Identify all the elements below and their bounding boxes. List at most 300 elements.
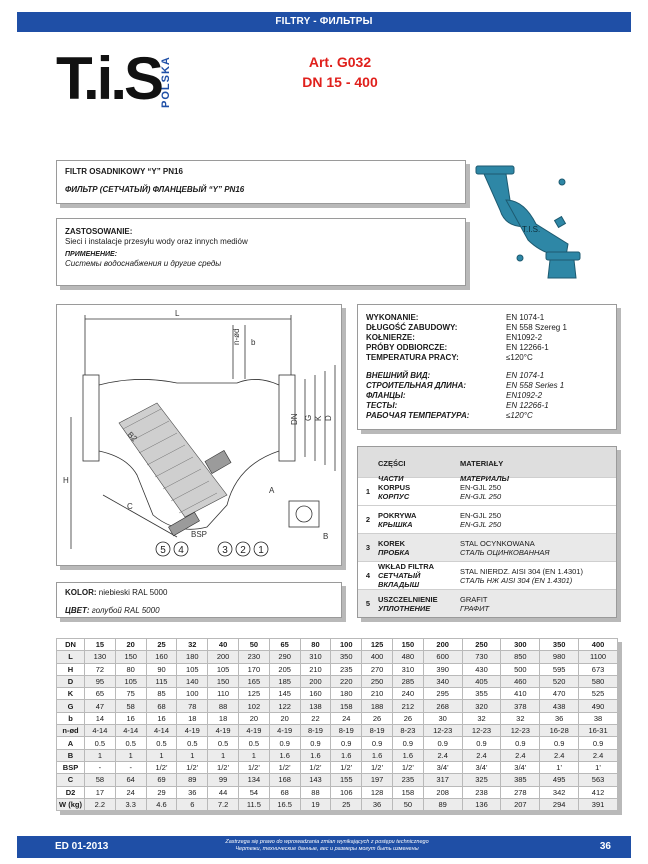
part-material-pl: GRAFIT	[460, 594, 488, 604]
dims-cell: 207	[501, 798, 540, 810]
product-title-ru: ФИЛЬТР (СЕТЧАТЫЙ) ФЛАНЦЕВЫЙ “Y” PN16	[65, 185, 245, 194]
parts-table	[357, 446, 617, 618]
dims-row	[57, 798, 618, 810]
part-name-pl: POKRYWA	[378, 510, 417, 520]
dims-cell: 12-23	[501, 725, 540, 737]
dims-cell: 145	[269, 688, 300, 700]
dims-cell: 1/2’	[269, 761, 300, 773]
part-number: 5	[365, 599, 371, 608]
dims-cell: 0.5	[208, 737, 239, 749]
part-material-ru: EN-GJL 250	[460, 491, 502, 501]
dims-cell: 500	[501, 663, 540, 675]
dims-cell: 65	[85, 688, 116, 700]
dims-cell: 300	[501, 639, 540, 651]
valve-photo	[470, 160, 590, 282]
dims-cell: 438	[540, 700, 579, 712]
dims-cell: 32	[501, 712, 540, 724]
dims-cell: 105	[177, 663, 208, 675]
dims-row-label: W (kg)	[57, 798, 85, 810]
dim-label-G: G	[304, 414, 313, 421]
dims-cell: 89	[423, 798, 462, 810]
dims-cell: 58	[85, 774, 116, 786]
part-material-ru: СТАЛЬ НЖ AISI 304 (EN 1.4301)	[460, 575, 573, 585]
dims-cell: 230	[238, 651, 269, 663]
dims-cell: 310	[300, 651, 331, 663]
dims-cell: 4-14	[115, 725, 146, 737]
spec-row	[366, 313, 608, 323]
spec-row-ru	[366, 411, 608, 421]
spec-value: EN 1074-1	[506, 313, 545, 322]
dims-cell: 16	[146, 712, 177, 724]
dims-cell: 8-19	[331, 725, 362, 737]
dims-cell: 4-19	[269, 725, 300, 737]
dims-cell: 1.6	[362, 749, 393, 761]
dims-cell: 470	[540, 688, 579, 700]
spec-value-ru: EN1092-2	[506, 391, 543, 400]
color-row-pl	[65, 588, 333, 597]
article-number: Art. G032	[308, 54, 372, 70]
dims-cell: 188	[362, 700, 393, 712]
dim-label-H: H	[63, 476, 69, 485]
dim-label-B2: B2	[125, 430, 139, 444]
dims-cell: 68	[269, 786, 300, 798]
dims-cell: 390	[423, 663, 462, 675]
part-row	[358, 589, 616, 617]
dims-cell: 16.5	[269, 798, 300, 810]
dims-cell: 24	[115, 786, 146, 798]
dims-cell: 2.2	[85, 798, 116, 810]
dims-cell: 238	[462, 786, 501, 798]
dims-cell: 200	[208, 651, 239, 663]
part-row	[358, 505, 616, 533]
dims-cell: 20	[115, 639, 146, 651]
dims-row	[57, 761, 618, 773]
spec-row-ru	[366, 381, 608, 391]
dims-cell: 99	[208, 774, 239, 786]
dims-cell: 8-19	[362, 725, 393, 737]
dims-cell: 200	[423, 639, 462, 651]
dims-row	[57, 737, 618, 749]
dims-row	[57, 651, 618, 663]
dims-cell: 525	[579, 688, 618, 700]
spec-row-ru	[366, 391, 608, 401]
dims-cell: 2.4	[462, 749, 501, 761]
dims-cell: 155	[331, 774, 362, 786]
dims-row	[57, 700, 618, 712]
color-box	[56, 582, 342, 618]
dims-cell: 200	[300, 675, 331, 687]
dims-cell: 1/2’	[208, 761, 239, 773]
spec-row	[366, 353, 608, 363]
dims-cell: 158	[331, 700, 362, 712]
dims-cell: 3/4’	[423, 761, 462, 773]
dims-cell: 410	[501, 688, 540, 700]
part-name-pl: USZCZELNIENIE	[378, 594, 438, 604]
dims-cell: 78	[177, 700, 208, 712]
dims-cell: 1’	[540, 761, 579, 773]
dims-cell: 0.9	[269, 737, 300, 749]
dims-cell: 138	[300, 700, 331, 712]
dims-cell: 270	[362, 663, 393, 675]
dims-cell: 1.6	[269, 749, 300, 761]
dims-cell: 205	[269, 663, 300, 675]
dims-cell: 14	[85, 712, 116, 724]
dims-cell: 1.6	[300, 749, 331, 761]
dims-cell: 1/2’	[331, 761, 362, 773]
dims-cell: 385	[501, 774, 540, 786]
dims-cell: 115	[146, 675, 177, 687]
spec-key: PRÓBY ODBIORCZE:	[366, 343, 448, 352]
spec-key: WYKONANIE:	[366, 313, 419, 322]
tis-logo	[56, 46, 184, 118]
dims-cell: 268	[423, 700, 462, 712]
dims-cell: 22	[300, 712, 331, 724]
dims-cell: 134	[238, 774, 269, 786]
spec-value: EN1092-2	[506, 333, 543, 342]
spec-value: EN 558 Szereg 1	[506, 323, 567, 332]
spec-value-ru: EN 1074-1	[506, 371, 545, 380]
dims-cell: 69	[146, 774, 177, 786]
dims-cell: 26	[392, 712, 423, 724]
dims-cell: 0.9	[300, 737, 331, 749]
dims-cell: 197	[362, 774, 393, 786]
application-heading-ru: ПРИМЕНЕНИЕ:	[65, 251, 118, 258]
dims-row-label: B	[57, 749, 85, 761]
dims-cell: 0.9	[331, 737, 362, 749]
dims-cell: 210	[362, 688, 393, 700]
dim-label-A: A	[269, 486, 275, 495]
parts-head-pl: CZĘŚCI	[378, 459, 406, 468]
dims-cell: 2.4	[501, 749, 540, 761]
dims-cell: 1	[146, 749, 177, 761]
dims-cell: 0.5	[177, 737, 208, 749]
dims-cell: 0.5	[238, 737, 269, 749]
dims-row-label: D2	[57, 786, 85, 798]
color-value-pl: niebieski RAL 5000	[98, 588, 168, 597]
part-name-ru: УПЛОТНЕНИЕ	[378, 603, 431, 613]
part-name-ru: КРЫШКА	[378, 519, 413, 529]
dims-cell: 95	[85, 675, 116, 687]
dims-cell: 8-19	[300, 725, 331, 737]
dims-cell: 36	[540, 712, 579, 724]
dims-cell: 130	[85, 651, 116, 663]
dims-cell: 25	[331, 798, 362, 810]
dims-cell: 495	[540, 774, 579, 786]
callout-3: 3	[222, 545, 228, 556]
dims-cell: 140	[177, 675, 208, 687]
dims-cell: 673	[579, 663, 618, 675]
dims-cell: 1100	[579, 651, 618, 663]
drawing-svg	[57, 305, 343, 567]
dims-cell: 0.9	[540, 737, 579, 749]
dims-cell: 600	[423, 651, 462, 663]
part-number: 4	[365, 571, 371, 580]
callout-2: 2	[240, 545, 246, 556]
part-material-pl: EN-GJL 250	[460, 482, 501, 492]
dims-cell: 563	[579, 774, 618, 786]
dims-cell: 180	[331, 688, 362, 700]
dim-label-B: B	[323, 532, 329, 541]
dims-cell: 235	[331, 663, 362, 675]
dims-row	[57, 675, 618, 687]
spec-key-ru: ТЕСТЫ:	[366, 401, 398, 410]
dims-cell: 106	[331, 786, 362, 798]
dims-cell: 47	[85, 700, 116, 712]
dims-cell: 20	[269, 712, 300, 724]
dims-cell: 122	[269, 700, 300, 712]
callout-4: 4	[178, 545, 184, 556]
part-material-ru: ГРАФИТ	[460, 603, 490, 613]
dims-cell: 80	[300, 639, 331, 651]
part-number: 2	[365, 515, 371, 524]
dims-cell: 100	[177, 688, 208, 700]
dims-cell: 180	[177, 651, 208, 663]
dims-cell: 75	[115, 688, 146, 700]
spec-key: TEMPERATURA PRACY:	[366, 353, 459, 362]
dim-label-L: L	[175, 309, 180, 318]
dims-cell: 1.6	[331, 749, 362, 761]
dims-cell: 350	[540, 639, 579, 651]
dims-cell: 0.9	[579, 737, 618, 749]
dims-cell: 250	[462, 639, 501, 651]
dims-cell: 1.6	[392, 749, 423, 761]
part-row	[358, 561, 616, 589]
dims-cell: 85	[146, 688, 177, 700]
spec-key-ru: ВНЕШНИЙ ВИД:	[366, 371, 431, 380]
dims-cell: 4-19	[177, 725, 208, 737]
dims-cell: 1/2’	[177, 761, 208, 773]
dims-cell: 290	[269, 651, 300, 663]
dims-cell: 325	[462, 774, 501, 786]
spec-key-ru: СТРОИТЕЛЬНАЯ ДЛИНА:	[366, 381, 467, 390]
dims-cell: 58	[115, 700, 146, 712]
dims-cell: 150	[115, 651, 146, 663]
dim-label-BSP: BSP	[191, 530, 208, 539]
dims-cell: 100	[331, 639, 362, 651]
dims-cell: 7.2	[208, 798, 239, 810]
part-material-ru: EN-GJL 250	[460, 519, 502, 529]
dims-row-label: L	[57, 651, 85, 663]
spec-key-ru: ФЛАНЦЫ:	[366, 391, 406, 400]
part-name-ru: СЕТЧАТЫЙ ВКЛАДЫШ	[378, 571, 421, 589]
part-number: 1	[365, 487, 371, 496]
dims-cell: 1/2’	[392, 761, 423, 773]
dims-row	[57, 712, 618, 724]
color-label-ru: ЦВЕТ:	[65, 606, 90, 615]
dims-cell: 150	[392, 639, 423, 651]
dims-cell: 18	[208, 712, 239, 724]
part-material-pl: EN-GJL 250	[460, 510, 501, 520]
color-value-ru: голубой RAL 5000	[91, 606, 160, 615]
spec-row	[366, 343, 608, 353]
materials-head-pl: MATERIAŁY	[460, 459, 504, 468]
dn-range: DN 15 - 400	[302, 74, 378, 90]
spec-value: ≤120°C	[506, 353, 533, 362]
dims-cell: 40	[208, 639, 239, 651]
application-box	[56, 218, 466, 286]
dims-row-label: H	[57, 663, 85, 675]
dims-cell: 1	[115, 749, 146, 761]
color-label-pl: KOLOR:	[65, 588, 97, 597]
application-heading-pl: ZASTOSOWANIE:	[65, 227, 133, 236]
product-title-pl: FILTR OSADNIKOWY “Y” PN16	[65, 167, 183, 176]
dims-cell: 4-14	[85, 725, 116, 737]
dims-row-label: K	[57, 688, 85, 700]
dim-label-C: C	[127, 502, 133, 511]
dims-cell: 240	[392, 688, 423, 700]
dims-cell: 1/2’	[362, 761, 393, 773]
dims-cell: 50	[238, 639, 269, 651]
dims-row-label: n-ød	[57, 725, 85, 737]
spec-row	[366, 333, 608, 343]
dims-cell: 340	[423, 675, 462, 687]
dims-cell: 4-19	[238, 725, 269, 737]
dim-label-nod: n-ød	[232, 328, 241, 345]
part-name-pl: KORPUS	[378, 482, 411, 492]
dims-cell: 212	[392, 700, 423, 712]
dims-cell: 105	[208, 663, 239, 675]
dims-cell: 36	[177, 786, 208, 798]
materials-head-ru: МАТЕРИАЛЫ	[460, 474, 510, 483]
page-number: 36	[599, 841, 611, 852]
dims-cell: -	[115, 761, 146, 773]
dims-row-label: C	[57, 774, 85, 786]
spec-value-ru: EN 12266-1	[506, 401, 549, 410]
dims-cell: 158	[392, 786, 423, 798]
dims-cell: 490	[579, 700, 618, 712]
dims-cell: 0.9	[392, 737, 423, 749]
dims-cell: 19	[300, 798, 331, 810]
dims-cell: 405	[462, 675, 501, 687]
dims-cell: 16-28	[540, 725, 579, 737]
dims-cell: 44	[208, 786, 239, 798]
logo-polska: POLSKA	[160, 56, 172, 108]
dims-cell: 1/2’	[146, 761, 177, 773]
dims-row-label: DN	[57, 639, 85, 651]
dims-cell: 0.9	[362, 737, 393, 749]
specs-box	[357, 304, 617, 430]
article-header	[270, 52, 410, 92]
dims-header-row	[57, 639, 618, 651]
dims-cell: 580	[579, 675, 618, 687]
dims-cell: 125	[238, 688, 269, 700]
dims-cell: 11.5	[238, 798, 269, 810]
dims-cell: 72	[85, 663, 116, 675]
dims-row-label: G	[57, 700, 85, 712]
dims-cell: 250	[362, 675, 393, 687]
dims-cell: 24	[331, 712, 362, 724]
dims-cell: 2.4	[540, 749, 579, 761]
footer-note-pl: Zastrzega się prawo do wprowadzania zmian wynikających z postępu technicznego	[225, 839, 429, 845]
dims-cell: 160	[300, 688, 331, 700]
dims-cell: 1	[85, 749, 116, 761]
dims-cell: 1’	[579, 761, 618, 773]
dim-label-DN: DN	[290, 413, 299, 425]
dims-cell: 0.5	[115, 737, 146, 749]
callout-5: 5	[160, 545, 166, 556]
dims-cell: 80	[115, 663, 146, 675]
dims-cell: 185	[269, 675, 300, 687]
dims-cell: 25	[146, 639, 177, 651]
dims-cell: 294	[540, 798, 579, 810]
dims-cell: 6	[177, 798, 208, 810]
part-material-ru: СТАЛЬ ОЦИНКОВАННАЯ	[460, 547, 550, 557]
spec-key: DŁUGOŚĆ ZABUDOWY:	[366, 323, 458, 332]
dims-cell: 64	[115, 774, 146, 786]
dims-cell: 165	[238, 675, 269, 687]
dims-cell: 430	[462, 663, 501, 675]
dims-cell: 29	[146, 786, 177, 798]
dims-cell: 0.5	[146, 737, 177, 749]
dims-cell: 16	[115, 712, 146, 724]
dims-cell: 295	[423, 688, 462, 700]
spec-row-ru	[366, 371, 608, 381]
parts-header	[358, 447, 616, 483]
dims-cell: 460	[501, 675, 540, 687]
dims-cell: 125	[362, 639, 393, 651]
dims-cell: 89	[177, 774, 208, 786]
dims-cell: 168	[269, 774, 300, 786]
spec-value: EN 12266-1	[506, 343, 549, 352]
dims-cell: 150	[208, 675, 239, 687]
part-material-pl: STAL OCYNKOWANA	[460, 538, 535, 548]
dims-cell: 400	[362, 651, 393, 663]
dims-cell: 235	[392, 774, 423, 786]
dims-cell: 850	[501, 651, 540, 663]
dims-cell: 355	[462, 688, 501, 700]
dims-cell: 15	[85, 639, 116, 651]
dims-row	[57, 786, 618, 798]
dims-cell: 310	[392, 663, 423, 675]
dims-cell: 110	[208, 688, 239, 700]
bottom-banner	[17, 836, 631, 858]
dims-cell: 412	[579, 786, 618, 798]
dims-cell: 50	[392, 798, 423, 810]
dims-cell: 2.4	[423, 749, 462, 761]
dims-row	[57, 749, 618, 761]
dims-cell: 12-23	[462, 725, 501, 737]
dims-cell: 2.4	[579, 749, 618, 761]
dims-cell: 1	[238, 749, 269, 761]
dims-cell: 210	[300, 663, 331, 675]
dim-label-b: b	[251, 338, 256, 347]
dims-cell: 320	[462, 700, 501, 712]
dims-cell: 285	[392, 675, 423, 687]
dims-cell: 1	[177, 749, 208, 761]
footer-note-ru: Чертежи, технические данные, вес и размеры могут быть изменены	[235, 846, 419, 852]
part-name-ru: ПРОБКА	[378, 547, 410, 557]
part-number: 3	[365, 543, 371, 552]
dims-cell: 68	[146, 700, 177, 712]
dims-cell: 1	[208, 749, 239, 761]
dims-row-label: b	[57, 712, 85, 724]
dims-row-label: D	[57, 675, 85, 687]
dims-row-label: A	[57, 737, 85, 749]
dims-cell: 980	[540, 651, 579, 663]
dims-cell: 18	[177, 712, 208, 724]
dims-cell: 90	[146, 663, 177, 675]
dims-cell: 391	[579, 798, 618, 810]
dims-cell: 136	[462, 798, 501, 810]
spec-row	[366, 323, 608, 333]
dims-cell: 350	[331, 651, 362, 663]
dims-cell: -	[85, 761, 116, 773]
spec-row-ru	[366, 401, 608, 411]
dim-label-K: K	[314, 415, 323, 421]
product-title-box	[56, 160, 466, 204]
dims-cell: 38	[579, 712, 618, 724]
dims-cell: 17	[85, 786, 116, 798]
